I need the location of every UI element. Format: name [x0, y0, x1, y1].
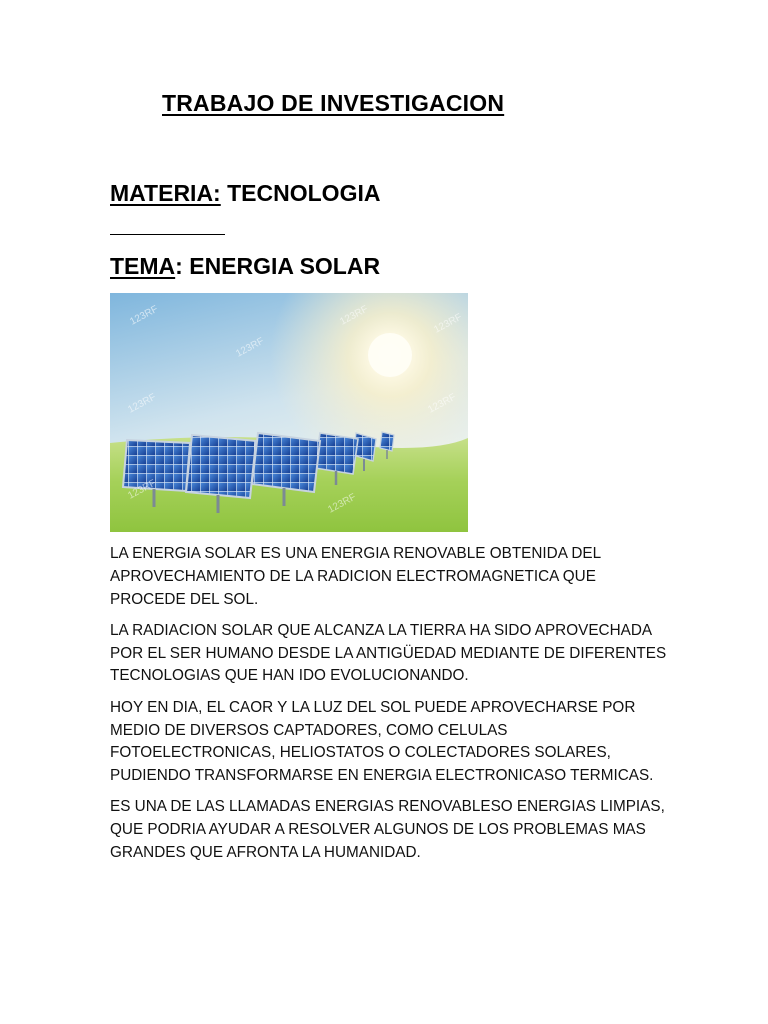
materia-label: MATERIA:	[110, 180, 221, 206]
paragraph: ES UNA DE LAS LLAMADAS ENERGIAS RENOVABLESO ENERGIAS LIMPIAS, QUE PODRIA AYUDAR A RESOLVER ALGUNOS DE LOS PROBLEMAS MAS GRANDES QUE AFRONTA LA HUMANIDAD.	[110, 798, 665, 862]
document-title	[162, 90, 504, 117]
solar-panels-illustration	[110, 293, 468, 532]
watermark: 123RF	[426, 391, 458, 416]
watermark: 123RF	[432, 311, 464, 336]
document-body	[110, 543, 670, 873]
paragraph: LA ENERGIA SOLAR ES UNA ENERGIA RENOVABLE OBTENIDA DEL APROVECHAMIENTO DE LA RADICION ELECTROMAGNETICA QUE PROCEDE DEL SOL.	[110, 545, 601, 608]
watermark: 123RF	[234, 335, 266, 360]
tema-line	[110, 253, 380, 280]
paragraph: LA RADIACION SOLAR QUE ALCANZA LA TIERRA HA SIDO APROVECHADA POR EL SER HUMANO DESDE LA ANTIGÜEDAD MEDIANTE DE DIFERENTES TECNOLOGIAS QUE HAN IDO EVOLUCIONANDO.	[110, 621, 667, 685]
watermark: 123RF	[338, 303, 370, 328]
solar-panels-image	[110, 293, 468, 532]
materia-value: TECNOLOGIA	[227, 180, 381, 206]
document-title-text: TRABAJO DE INVESTIGACION	[162, 90, 505, 116]
paragraph: HOY EN DIA, EL CAOR Y LA LUZ DEL SOL PUEDE APROVECHARSE POR MEDIO DE DIVERSOS CAPTADORES, COMO CELULAS FOTOELECTRONICAS, HELIOSTATOS O COLECTADORES SOLARES, PUDIENDO TRANSFORMARSE EN ENERGIA ELECTRONICASO TERMICAS.	[110, 698, 654, 785]
watermark: 123RF	[126, 477, 158, 502]
tema-separator: :	[175, 253, 183, 279]
materia-line	[110, 180, 380, 207]
divider-line	[110, 234, 225, 235]
watermark: 123RF	[326, 491, 358, 516]
watermark: 123RF	[128, 303, 160, 328]
tema-label: TEMA	[110, 253, 176, 279]
watermark: 123RF	[126, 391, 158, 416]
tema-value: ENERGIA SOLAR	[189, 253, 381, 279]
